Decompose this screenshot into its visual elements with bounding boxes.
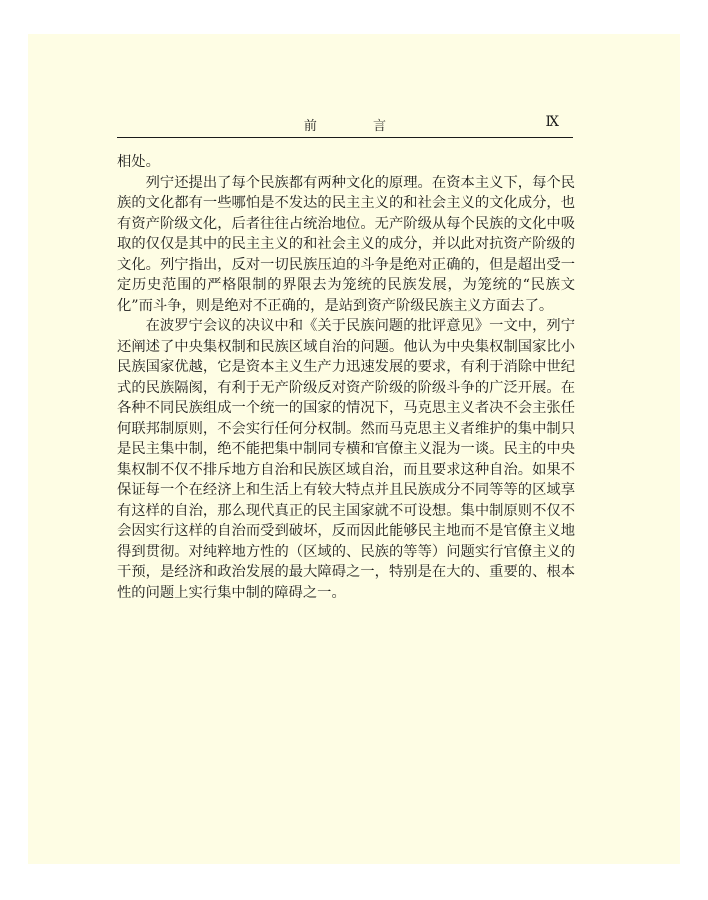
paragraph: 列宁还提出了每个民族都有两种文化的原理。在资本主义下，每个民族的文化都有一些哪怕是不发达的民主主义的和社会主义的文化成分，也有资产阶级文化，后者往往占统治地位。无产阶级从每个民族的文化中吸取的仅仅是其中的民主主义的和社会主义的成分，并以此对抗资产阶级的文化。列宁指出，反对一切民族压迫的斗争是绝对正确的，但是超出受一定历史范围的严格限制的界限去为笼统的民族发展，为笼统的“民族文化”而斗争，则是绝对不正确的，是站到资产阶级民族主义方面去了。 [117, 174, 575, 314]
page-number: Ⅸ [545, 115, 559, 130]
running-header [117, 113, 573, 138]
body-text [117, 152, 575, 603]
paragraph-continuation: 相处。 [117, 154, 160, 170]
header-title: 前 言 [303, 119, 413, 134]
paragraph: 在波罗宁会议的决议中和《关于民族问题的批评意见》一文中，列宁还阐述了中央集权制和民族区域自治的问题。他认为中央集权制国家比小民族国家优越，它是资本主义生产力迅速发展的要求，有利于消除中世纪式的民族隔阂，有利于无产阶级反对资产阶级的阶级斗争的广泛开展。在各种不同民族组成一个统一的国家的情况下，马克思主义者决不会主张任何联邦制原则，不会实行任何分权制。然而马克思主义者维护的集中制只是民主集中制，绝不能把集中制同专横和官僚主义混为一谈。民主的中央集权制不仅不排斥地方自治和民族区域自治，而且要求这种自治。如果不保证每一个在经济上和生活上有较大特点并且民族成分不同等等的区域享有这样的自治，那么现代真正的民主国家就不可设想。集中制原则不仅不会因实行这样的自治而受到破坏，反而因此能够民主地而不是官僚主义地得到贯彻。对纯粹地方性的（区域的、民族的等等）问题实行官僚主义的干预，是经济和政治发展的最大障碍之一，特别是在大的、重要的、根本性的问题上实行集中制的障碍之一。 [117, 318, 575, 601]
